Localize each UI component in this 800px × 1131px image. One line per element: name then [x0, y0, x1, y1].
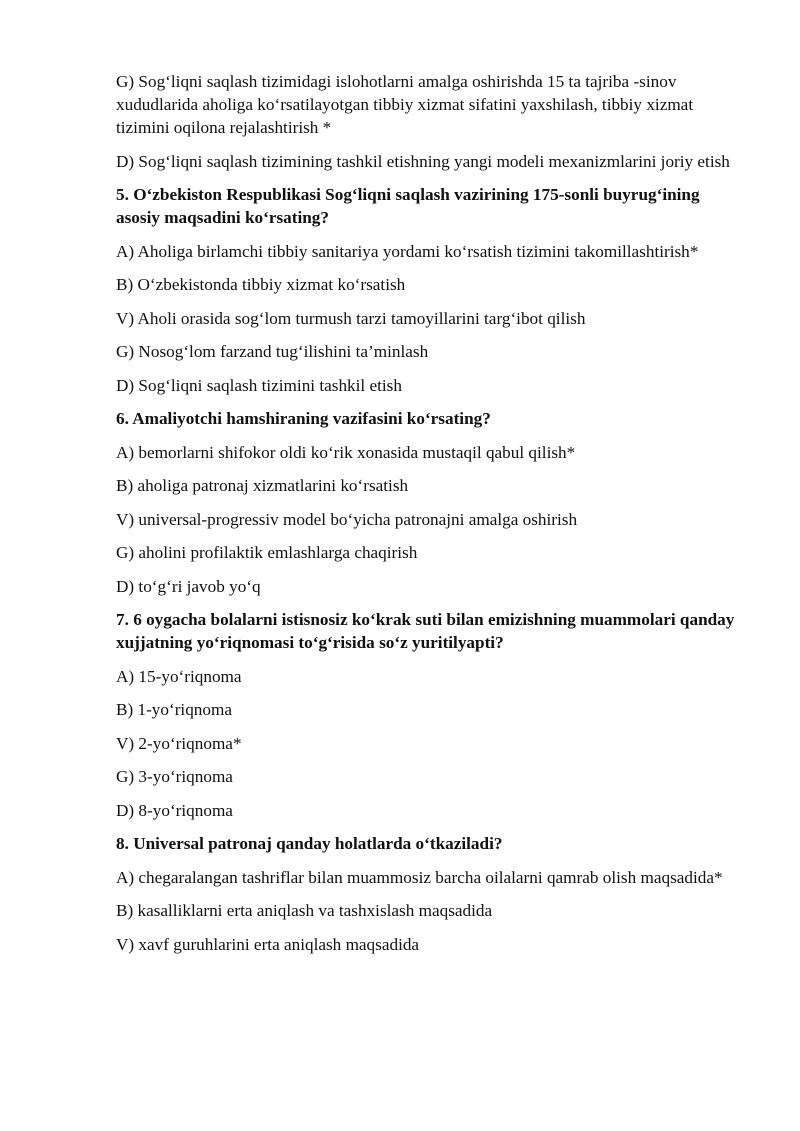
answer-option: D) Sog‘liqni saqlash tizimining tashkil etishning yangi modeli mexanizmlarini joriy etish	[116, 151, 730, 171]
answer-option: G) 3-yo‘riqnoma	[116, 767, 233, 786]
question-heading: 7. 6 oygacha bolalarni istisnosiz ko‘krak suti bilan emizishning muammolari qanday xujjatning yo‘riqnomasi to‘g‘risida so‘z yuritilyapti?	[116, 610, 735, 652]
answer-option: B) 1-yo‘riqnoma	[116, 700, 232, 719]
answer-option: V) universal-progressiv model bo‘yicha patronajni amalga oshirish	[116, 509, 578, 529]
question-heading: 8. Universal patronaj qanday holatlarda o‘tkaziladi?	[116, 834, 503, 853]
answer-option: A) chegaralangan tashriflar bilan muammosiz barcha oilalarni qamrab olish maqsadida*	[116, 867, 723, 887]
answer-option: B) kasalliklarni erta aniqlash va tashxislash maqsadida	[116, 901, 493, 920]
answer-option: D) 8-yo‘riqnoma	[116, 800, 233, 820]
question-heading: 5. O‘zbekiston Respublikasi Sog‘liqni saqlash vazirining 175-sonli buyrug‘ining asosiy maqsadini ko‘rsating?	[116, 185, 700, 227]
question-heading: 6. Amaliyotchi hamshiraning vazifasini ko‘rsating?	[116, 409, 491, 428]
answer-option: A) Aholiga birlamchi tibbiy sanitariya yordami ko‘rsatish tizimini takomillashtirish*	[116, 241, 699, 261]
answer-option: B) aholiga patronaj xizmatlarini ko‘rsatish	[116, 476, 409, 495]
answer-option: G) Nosog‘lom farzand tug‘ilishini ta’minlash	[116, 342, 429, 361]
answer-option: V) Aholi orasida sog‘lom turmush tarzi tamoyillarini targ‘ibot qilish	[116, 308, 586, 328]
answer-option: A) bemorlarni shifokor oldi ko‘rik xonasida mustaqil qabul qilish*	[116, 442, 576, 462]
answer-option: G) aholini profilaktik emlashlarga chaqirish	[116, 543, 418, 562]
answer-option: D) to‘g‘ri javob yo‘q	[116, 576, 261, 596]
document-page	[116, 70, 746, 966]
answer-option: V) xavf guruhlarini erta aniqlash maqsadida	[116, 934, 420, 954]
answer-option: D) Sog‘liqni saqlash tizimini tashkil etish	[116, 375, 402, 395]
answer-option: B) O‘zbekistonda tibbiy xizmat ko‘rsatish	[116, 275, 406, 294]
answer-option: G) Sog‘liqni saqlash tizimidagi islohotlarni amalga oshirishda 15 ta tajriba -sinov xududlarida aholiga ko‘rsatilayotgan tibbiy xizmat sifatini yaxshilash, tibbiy xizmat tizimini oqilona rejalashtirish *	[116, 72, 694, 137]
answer-option: V) 2-yo‘riqnoma*	[116, 733, 242, 753]
answer-option: A) 15-yo‘riqnoma	[116, 666, 242, 686]
